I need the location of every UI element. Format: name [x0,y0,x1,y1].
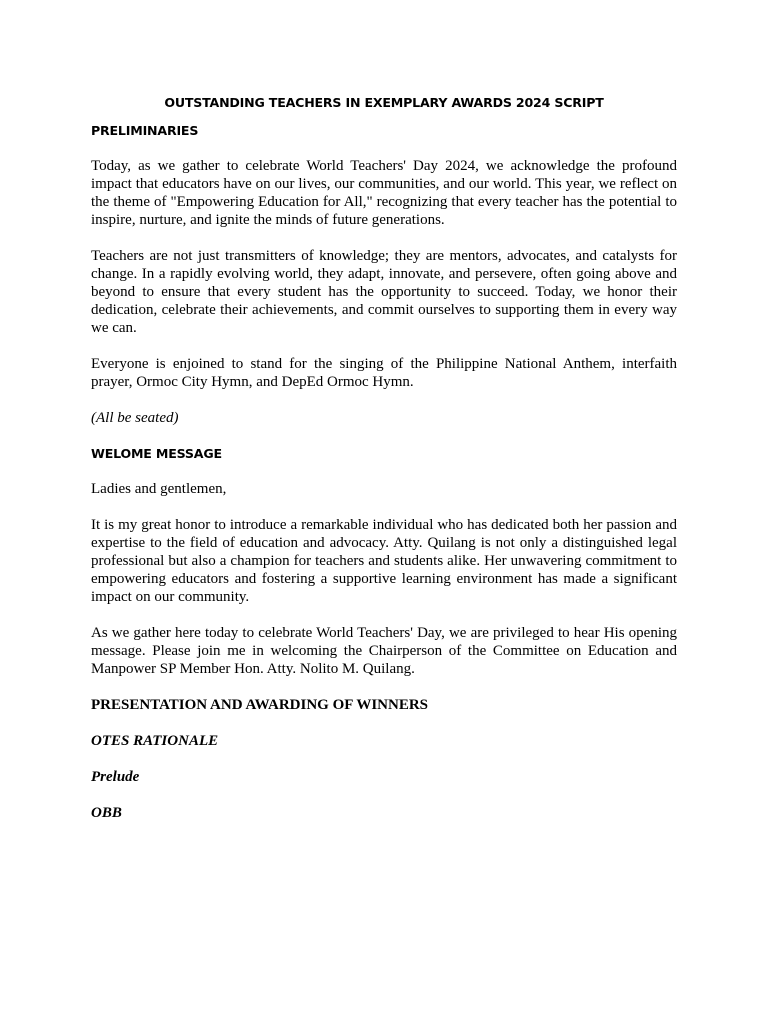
preliminaries-paragraph-1: Today, as we gather to celebrate World Teachers' Day 2024, we acknowledge the profound impact that educators have on our lives, our communities, and our world. This year, we reflect on the theme of "Empowering Education for All," recognizing that every teacher has the potential to inspire, nurture, and ignite the minds of future generations. [91,158,677,228]
preliminaries-paragraph-2: Teachers are not just transmitters of knowledge; they are mentors, advocates, and catalysts for change. In a rapidly evolving world, they adapt, innovate, and persevere, often going above and beyond to ensure that every student has the opportunity to succeed. Today, we honor their dedication, celebrate their achievements, and commit ourselves to supporting them in every way we can. [91,248,677,336]
stage-note: (All be seated) [91,410,179,426]
welcome-paragraph-2: As we gather here today to celebrate World Teachers' Day, we are privileged to hear His opening message. Please join me in welcoming the Chairperson of the Committee on Education and Manpower SP Member Hon. Atty. Nolito M. Quilang. [91,625,677,677]
presentation-heading: PRESENTATION AND AWARDING OF WINNERS [91,697,429,713]
welcome-paragraph-1: It is my great honor to introduce a remarkable individual who has dedicated both her passion and expertise to the field of education and advocacy. Atty. Quilang is not only a distinguished legal professional but also a champion for teachers and students alike. Her unwavering commitment to empowering educators and fostering a supportive learning environment has made a significant impact on our community. [91,517,677,605]
preliminaries-heading: PRELIMINARIES [91,123,199,138]
presentation-item-obb: OBB [91,805,122,821]
document-title: OUTSTANDING TEACHERS IN EXEMPLARY AWARDS 2024 SCRIPT [164,95,604,110]
welcome-salutation: Ladies and gentlemen, [91,481,227,497]
welcome-heading: WELOME MESSAGE [91,446,222,461]
preliminaries-paragraph-3: Everyone is enjoined to stand for the singing of the Philippine National Anthem, interfaith prayer, Ormoc City Hymn, and DepEd Ormoc Hymn. [91,356,677,390]
document-page [91,94,677,840]
presentation-item-prelude: Prelude [91,769,140,785]
presentation-item-otes-rationale: OTES RATIONALE [91,733,219,749]
